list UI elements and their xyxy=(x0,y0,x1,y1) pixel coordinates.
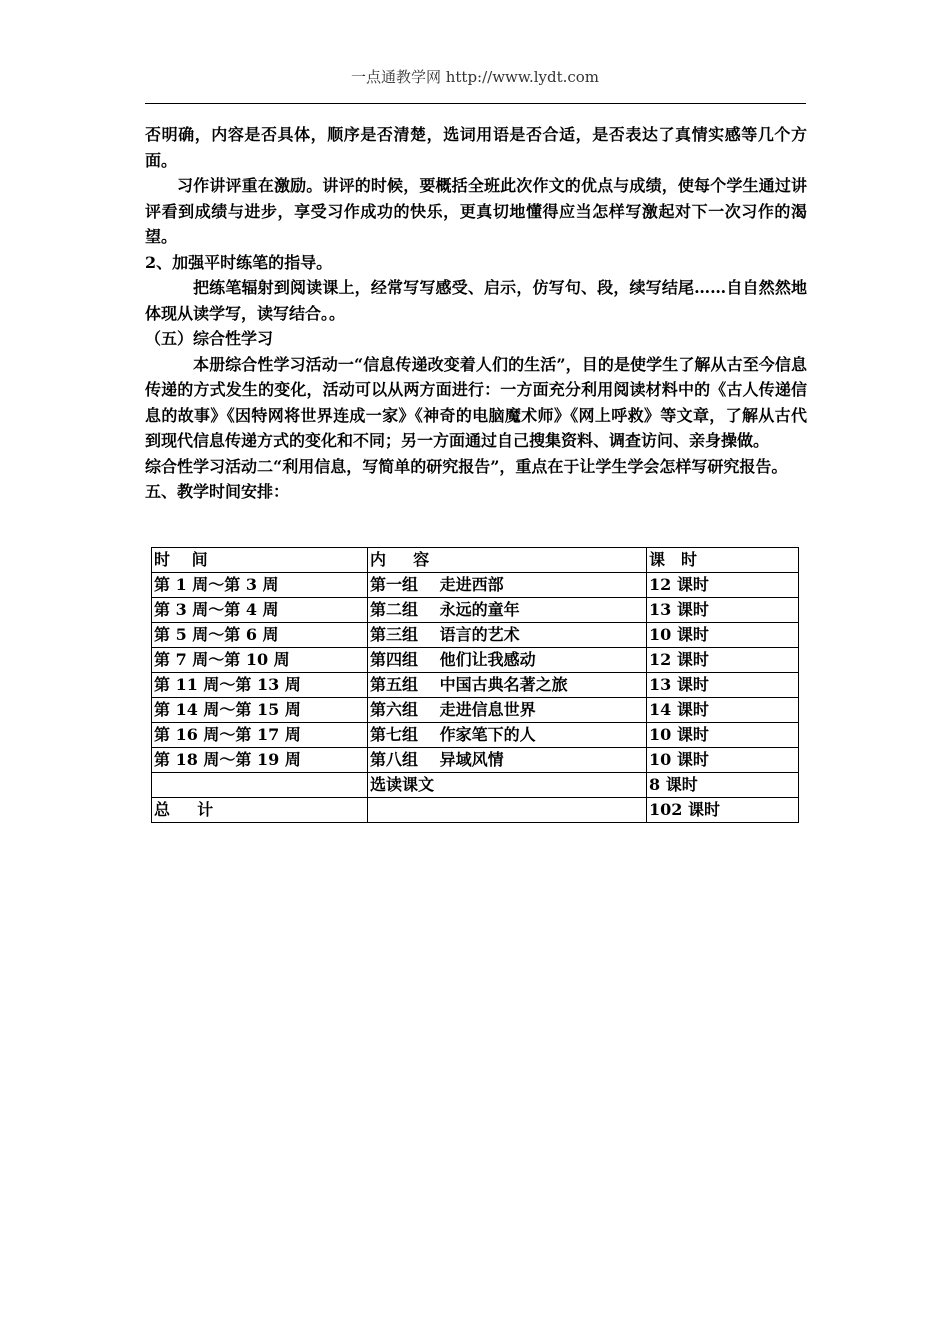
paragraph-continuation: 否明确，内容是否具体，顺序是否清楚，选词用语是否合适，是否表达了真情实感等几个方面。 xyxy=(145,125,807,170)
cell-hours: 12 课时 xyxy=(647,573,799,598)
paragraph-practice: 把练笔辐射到阅读课上，经常写写感受、启示，仿写句、段，续写结尾……自自然然地体现从读学写，读写结合。。 xyxy=(145,278,807,323)
table-row-elective xyxy=(152,773,799,798)
table-row xyxy=(152,598,799,623)
header-divider xyxy=(145,103,806,104)
table-row xyxy=(152,648,799,673)
cell-content: 第八组 异域风情 xyxy=(368,748,647,773)
cell-time: 第 14 周～第 15 周 xyxy=(152,698,368,723)
cell-time xyxy=(152,773,368,798)
cell-time: 第 3 周～第 4 周 xyxy=(152,598,368,623)
table-row xyxy=(152,748,799,773)
cell-hours: 8 课时 xyxy=(647,773,799,798)
cell-content: 第五组 中国古典名著之旅 xyxy=(368,673,647,698)
cell-total-hours: 102 课时 xyxy=(647,798,799,823)
cell-time: 第 7 周～第 10 周 xyxy=(152,648,368,673)
cell-content: 第六组 走进信息世界 xyxy=(368,698,647,723)
table-header-row xyxy=(152,548,799,573)
table-row xyxy=(152,698,799,723)
cell-content: 第四组 他们让我感动 xyxy=(368,648,647,673)
heading-practice: 2、加强平时练笔的指导。 xyxy=(145,252,333,272)
cell-time: 第 11 周～第 13 周 xyxy=(152,673,368,698)
paragraph-activity-two: 综合性学习活动二“利用信息，写简单的研究报告”，重点在于让学生学会怎样写研究报告。 xyxy=(145,456,788,476)
table-row-total xyxy=(152,798,799,823)
cell-content xyxy=(368,798,647,823)
cell-hours: 10 课时 xyxy=(647,623,799,648)
cell-hours: 10 课时 xyxy=(647,723,799,748)
cell-total-label: 总 计 xyxy=(152,798,368,823)
cell-time: 第 5 周～第 6 周 xyxy=(152,623,368,648)
cell-content: 第三组 语言的艺术 xyxy=(368,623,647,648)
cell-time: 第 18 周～第 19 周 xyxy=(152,748,368,773)
header-time: 时 间 xyxy=(152,548,368,573)
table-row xyxy=(152,573,799,598)
header-content: 内 容 xyxy=(368,548,647,573)
page-header: 一点通教学网 http://www.lydt.com xyxy=(350,68,600,86)
cell-hours: 12 课时 xyxy=(647,648,799,673)
heading-comprehensive: （五）综合性学习 xyxy=(145,329,274,348)
document-body xyxy=(145,122,807,505)
paragraph-activity-one: 本册综合性学习活动一“信息传递改变着人们的生活”，目的是使学生了解从古至今信息传递的方式发生的变化，活动可以从两方面进行：一方面充分利用阅读材料中的《古人传递信息的故事》《因特网将世界连成一家》《神奇的电脑魔术师》《网上呼救》等文章，了解从古代到现代信息传递方式的变化和不同；另一方面通过自己搜集资料、调查访问、亲身操做。 xyxy=(145,354,807,450)
cell-time: 第 16 周～第 17 周 xyxy=(152,723,368,748)
table-row xyxy=(152,623,799,648)
header-hours: 课 时 xyxy=(647,548,799,573)
cell-hours: 13 课时 xyxy=(647,598,799,623)
cell-time: 第 1 周～第 3 周 xyxy=(152,573,368,598)
schedule-table xyxy=(151,547,799,823)
table-row xyxy=(152,723,799,748)
paragraph-review: 习作讲评重在激励。讲评的时候，要概括全班此次作文的优点与成绩，使每个学生通过讲评看到成绩与进步，享受习作成功的快乐，更真切地懂得应当怎样写激起对下一次习作的渴望。 xyxy=(145,176,807,246)
cell-hours: 13 课时 xyxy=(647,673,799,698)
cell-hours: 14 课时 xyxy=(647,698,799,723)
cell-content: 第七组 作家笔下的人 xyxy=(368,723,647,748)
cell-content: 选读课文 xyxy=(368,773,647,798)
cell-content: 第一组 走进西部 xyxy=(368,573,647,598)
cell-hours: 10 课时 xyxy=(647,748,799,773)
heading-schedule: 五、教学时间安排： xyxy=(145,482,290,501)
table-row xyxy=(152,673,799,698)
cell-content: 第二组 永远的童年 xyxy=(368,598,647,623)
